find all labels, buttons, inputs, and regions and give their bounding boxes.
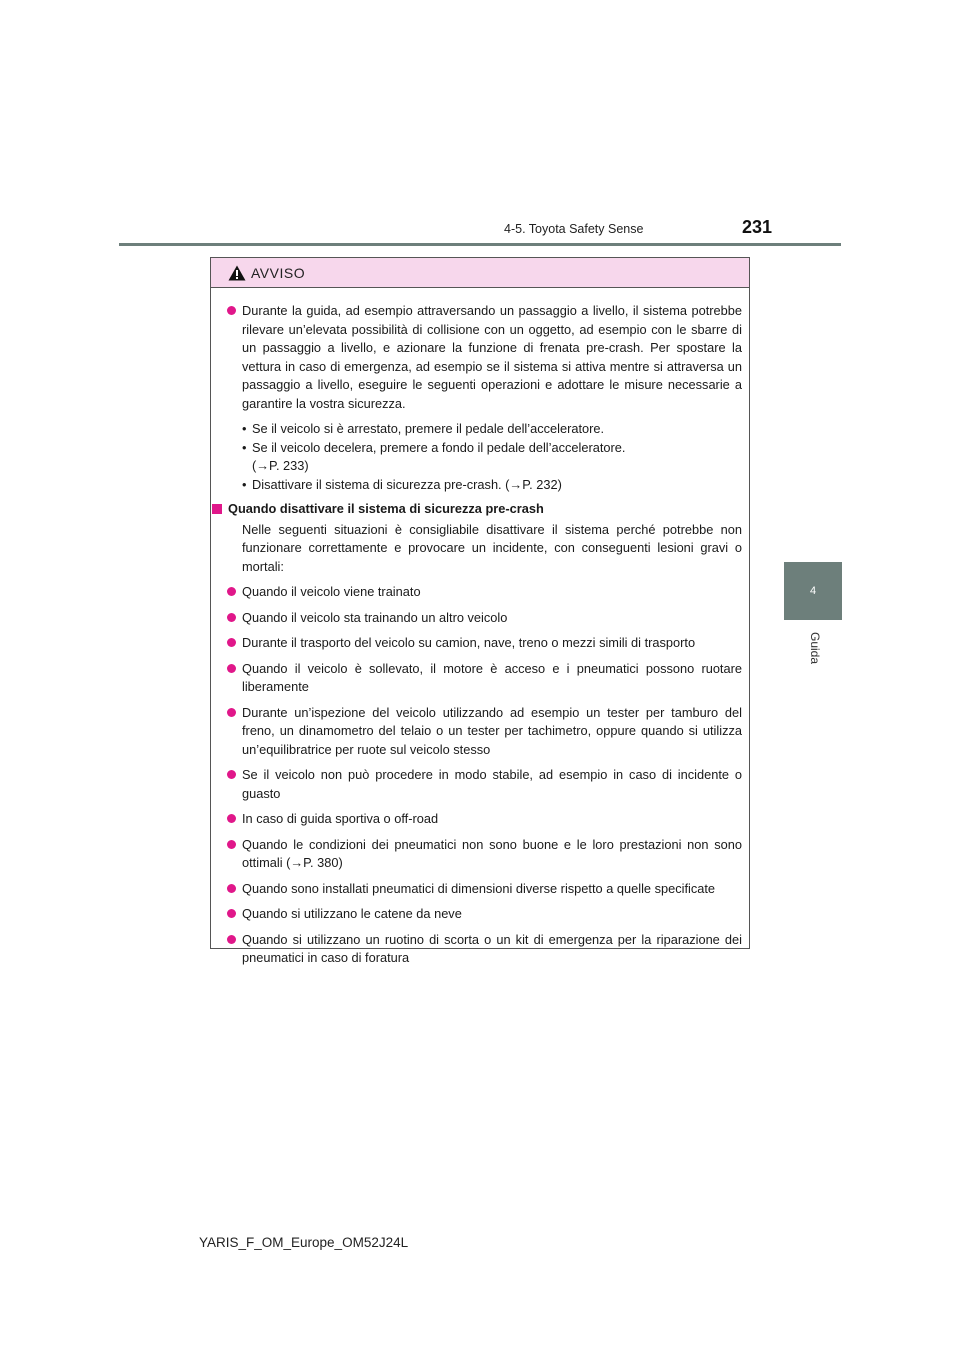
- section-intro: Nelle seguenti situazioni è consigliabile disattivare il sistema perché potrebbe non funzionare correttamente e provocare un incidente, con conseguenti lesioni gravi o mortali:: [242, 521, 742, 574]
- step-item: [225, 476, 742, 495]
- square-bullet-icon: [212, 504, 222, 514]
- step-item: [225, 439, 742, 476]
- condition-item: [225, 836, 742, 873]
- condition-text: Quando le condizioni dei pneumatici non sono buone e le loro prestazioni non sono ottimali (→P. 380): [242, 836, 742, 870]
- intro-paragraph: [225, 302, 742, 413]
- condition-item: [225, 609, 742, 628]
- condition-text: Quando il veicolo viene trainato: [242, 584, 421, 599]
- condition-item: [225, 583, 742, 602]
- steps-list: [225, 420, 742, 494]
- section-heading: [211, 500, 742, 519]
- bullet-icon: [227, 814, 236, 823]
- bullet-icon: [227, 708, 236, 717]
- page-number: 231: [742, 217, 773, 237]
- step-text: Se il veicolo si è arrestato, premere il pedale dell’acceleratore.: [252, 421, 605, 436]
- warning-title: AVVISO: [251, 264, 306, 281]
- dot-bullet: •: [242, 439, 247, 455]
- condition-item: [225, 660, 742, 697]
- step-text: Se il veicolo decelera, premere a fondo il pedale dell’acceleratore.: [252, 439, 626, 455]
- condition-text: Durante un’ispezione del veicolo utilizzando ad esempio un tester per tamburo del freno, un dinamometro del telaio o un tester per tachimetro, oppure quando si utilizza un’equilibratrice per ruote sul veicolo stesso: [242, 704, 742, 757]
- section-title: 4-5. Toyota Safety Sense: [504, 222, 644, 236]
- header-divider: [119, 243, 841, 246]
- bullet-icon: [227, 909, 236, 918]
- condition-text: Se il veicolo non può procedere in modo stabile, ad esempio in caso di incidente o guasto: [242, 767, 742, 801]
- condition-text: Quando il veicolo sta trainando un altro veicolo: [242, 609, 508, 625]
- condition-item: [225, 634, 742, 653]
- bullet-icon: [227, 840, 236, 849]
- dot-bullet: •: [242, 476, 247, 492]
- bullet-icon: [227, 613, 236, 622]
- step-text: Disattivare il sistema di sicurezza pre-crash. (→P. 232): [252, 476, 562, 492]
- condition-text: In caso di guida sportiva o off-road: [242, 811, 439, 826]
- chapter-number: 4: [809, 585, 817, 597]
- condition-text: Quando sono installati pneumatici di dimensioni diverse rispetto a quelle specificate: [242, 880, 716, 896]
- section-heading-text: Quando disattivare il sistema di sicurezza pre-crash: [228, 501, 544, 516]
- condition-text: Quando il veicolo è sollevato, il motore è acceso e i pneumatici possono ruotare liberamente: [242, 660, 742, 694]
- document-id: YARIS_F_OM_Europe_OM52J24L: [199, 1235, 409, 1250]
- warning-header: [211, 258, 749, 288]
- condition-text: Durante il trasporto del veicolo su camion, nave, treno o mezzi simili di trasporto: [242, 635, 696, 650]
- condition-text: Quando si utilizzano un ruotino di scorta o un kit di emergenza per la riparazione dei pneumatici in caso di foratura: [242, 931, 742, 965]
- dot-bullet: •: [242, 421, 247, 436]
- chapter-tab: [784, 562, 842, 620]
- condition-item: [225, 880, 742, 899]
- bullet-icon: [227, 935, 236, 944]
- condition-item: [225, 931, 742, 968]
- condition-item: [225, 905, 742, 924]
- bullet-icon: [227, 638, 236, 647]
- condition-item: [225, 766, 742, 803]
- warning-body: [211, 288, 749, 968]
- bullet-icon: [227, 770, 236, 779]
- condition-text: Quando si utilizzano le catene da neve: [242, 906, 462, 921]
- intro-text: Durante la guida, ad esempio attraversando un passaggio a livello, il sistema potrebbe rilevare un’elevata possibilità di collisione con un oggetto, ad esempio con le sbarre di un passaggio a livello, e azionare la funzione di frenata pre-crash. Per spostare la vettura in caso di emergenza, ad esempio se il sistema si attiva mentre si attraversa un passaggio a livello, eseguire le seguenti operazioni e adottare le misure necessarie a garantire la vostra sicurezza.: [242, 303, 742, 411]
- step-item: [225, 420, 742, 439]
- step-reference: (→P. 233): [252, 458, 309, 473]
- warning-triangle-icon: [228, 265, 246, 281]
- warning-box: [210, 257, 750, 965]
- chapter-label: Guida: [808, 632, 822, 665]
- condition-item: [225, 704, 742, 760]
- bullet-icon: [227, 587, 236, 596]
- condition-item: [225, 810, 742, 829]
- bullet-icon: [227, 306, 236, 315]
- bullet-icon: [227, 664, 236, 673]
- bullet-icon: [227, 884, 236, 893]
